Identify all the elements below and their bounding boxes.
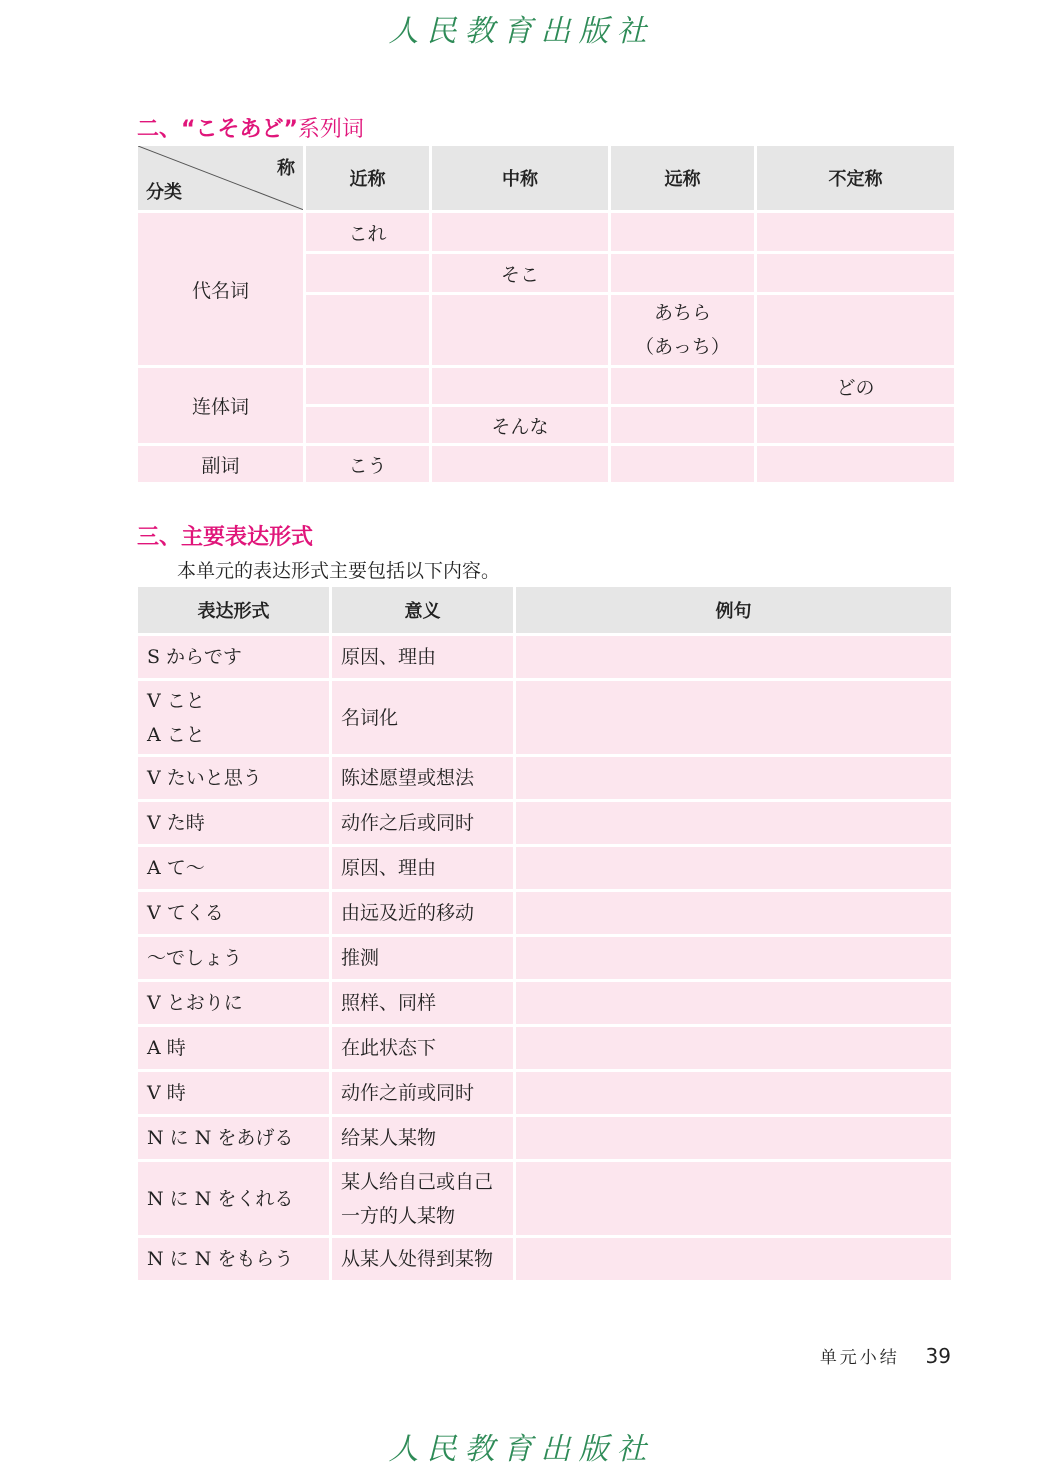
page-footer <box>820 1343 951 1368</box>
table-row <box>138 681 951 754</box>
expression-cell: N に N をくれる <box>138 1162 329 1235</box>
table-header-row <box>138 146 954 210</box>
category-cell: 连体词 <box>138 368 303 443</box>
publisher-watermark-top: 人民教育出版社 <box>388 14 655 49</box>
header-cell: 表达形式 <box>138 587 329 633</box>
meaning-cell: 照样、同样 <box>332 982 513 1024</box>
example-cell <box>516 802 951 844</box>
table-cell <box>757 446 954 482</box>
header-corner-top: 称 <box>277 158 295 179</box>
table-row <box>138 368 954 404</box>
table-cell <box>432 446 608 482</box>
table-row <box>138 1117 951 1159</box>
table-row <box>138 802 951 844</box>
meaning-cell: 陈述愿望或想法 <box>332 757 513 799</box>
table-cell <box>611 446 754 482</box>
meaning-cell: 名词化 <box>332 681 513 754</box>
table-row <box>138 892 951 934</box>
section-title-expressions: 三、主要表达形式 <box>137 525 314 550</box>
table-row <box>138 1072 951 1114</box>
table-cell <box>757 295 954 365</box>
publisher-watermark-bottom: 人民教育出版社 <box>388 1432 655 1467</box>
example-cell <box>516 1238 951 1280</box>
diagonal-header-cell <box>138 146 303 210</box>
table-cell <box>757 407 954 443</box>
example-cell <box>516 1117 951 1159</box>
example-cell <box>516 681 951 754</box>
table-row <box>138 1027 951 1069</box>
table-row <box>138 636 951 678</box>
meaning-cell: 原因、理由 <box>332 636 513 678</box>
section-title-main: 二、“こそあど” <box>137 117 298 142</box>
example-cell <box>516 937 951 979</box>
expression-cell: V たいと思う <box>138 757 329 799</box>
table-cell <box>306 368 429 404</box>
expressions-table-body <box>138 636 951 1280</box>
table-row <box>138 937 951 979</box>
table-cell <box>611 254 754 292</box>
expression-cell: V こと A こと <box>138 681 329 754</box>
table-row <box>138 982 951 1024</box>
table-cell: どの <box>757 368 954 404</box>
section-title-rest: 系列词 <box>297 117 364 142</box>
table-cell <box>611 213 754 251</box>
example-cell <box>516 1027 951 1069</box>
table-cell <box>611 368 754 404</box>
expression-cell: S からです <box>138 636 329 678</box>
table-row <box>138 1162 951 1235</box>
category-cell: 副词 <box>138 446 303 482</box>
page-number: 39 <box>925 1344 951 1368</box>
table-cell <box>306 254 429 292</box>
header-corner-bottom: 分类 <box>146 182 182 203</box>
expression-cell: V た時 <box>138 802 329 844</box>
table-cell: こう <box>306 446 429 482</box>
meaning-cell: 动作之前或同时 <box>332 1072 513 1114</box>
meaning-cell: 推测 <box>332 937 513 979</box>
meaning-cell: 在此状态下 <box>332 1027 513 1069</box>
kosoado-table <box>135 143 957 485</box>
meaning-cell: 某人给自己或自己 一方的人某物 <box>332 1162 513 1235</box>
example-cell <box>516 1072 951 1114</box>
table-cell: そんな <box>432 407 608 443</box>
section-intro: 本单元的表达形式主要包括以下内容。 <box>177 560 501 582</box>
expression-cell: N に N をもらう <box>138 1238 329 1280</box>
example-cell <box>516 636 951 678</box>
example-cell <box>516 982 951 1024</box>
table-cell <box>432 213 608 251</box>
table-cell <box>306 407 429 443</box>
table-cell: あちら （あっち） <box>611 295 754 365</box>
table-cell <box>432 368 608 404</box>
expression-cell: A 時 <box>138 1027 329 1069</box>
header-cell: 不定称 <box>757 146 954 210</box>
table-header-row <box>138 587 951 633</box>
example-cell <box>516 847 951 889</box>
example-cell <box>516 892 951 934</box>
meaning-cell: 从某人处得到某物 <box>332 1238 513 1280</box>
expression-cell: V とおりに <box>138 982 329 1024</box>
expression-cell: A て～ <box>138 847 329 889</box>
meaning-cell: 动作之后或同时 <box>332 802 513 844</box>
expression-cell: V 時 <box>138 1072 329 1114</box>
expressions-table <box>135 584 954 1283</box>
table-row <box>138 1238 951 1280</box>
table-cell <box>611 407 754 443</box>
section-title-kosoado <box>137 112 364 143</box>
table-row <box>138 847 951 889</box>
meaning-cell: 原因、理由 <box>332 847 513 889</box>
category-cell: 代名词 <box>138 213 303 365</box>
table-cell <box>757 254 954 292</box>
table-cell: そこ <box>432 254 608 292</box>
expression-cell: V てくる <box>138 892 329 934</box>
example-cell <box>516 1162 951 1235</box>
expression-cell: N に N をあげる <box>138 1117 329 1159</box>
table-cell <box>306 295 429 365</box>
table-row <box>138 757 951 799</box>
meaning-cell: 由远及近的移动 <box>332 892 513 934</box>
table-row <box>138 213 954 251</box>
header-cell: 例句 <box>516 587 951 633</box>
header-cell: 意义 <box>332 587 513 633</box>
expression-cell: ～でしょう <box>138 937 329 979</box>
table-cell <box>757 213 954 251</box>
header-cell: 中称 <box>432 146 608 210</box>
table-row <box>138 446 954 482</box>
header-cell: 远称 <box>611 146 754 210</box>
example-cell <box>516 757 951 799</box>
meaning-cell: 给某人某物 <box>332 1117 513 1159</box>
footer-label: 单元小结 <box>819 1348 900 1368</box>
table-cell <box>432 295 608 365</box>
header-cell: 近称 <box>306 146 429 210</box>
table-cell: これ <box>306 213 429 251</box>
